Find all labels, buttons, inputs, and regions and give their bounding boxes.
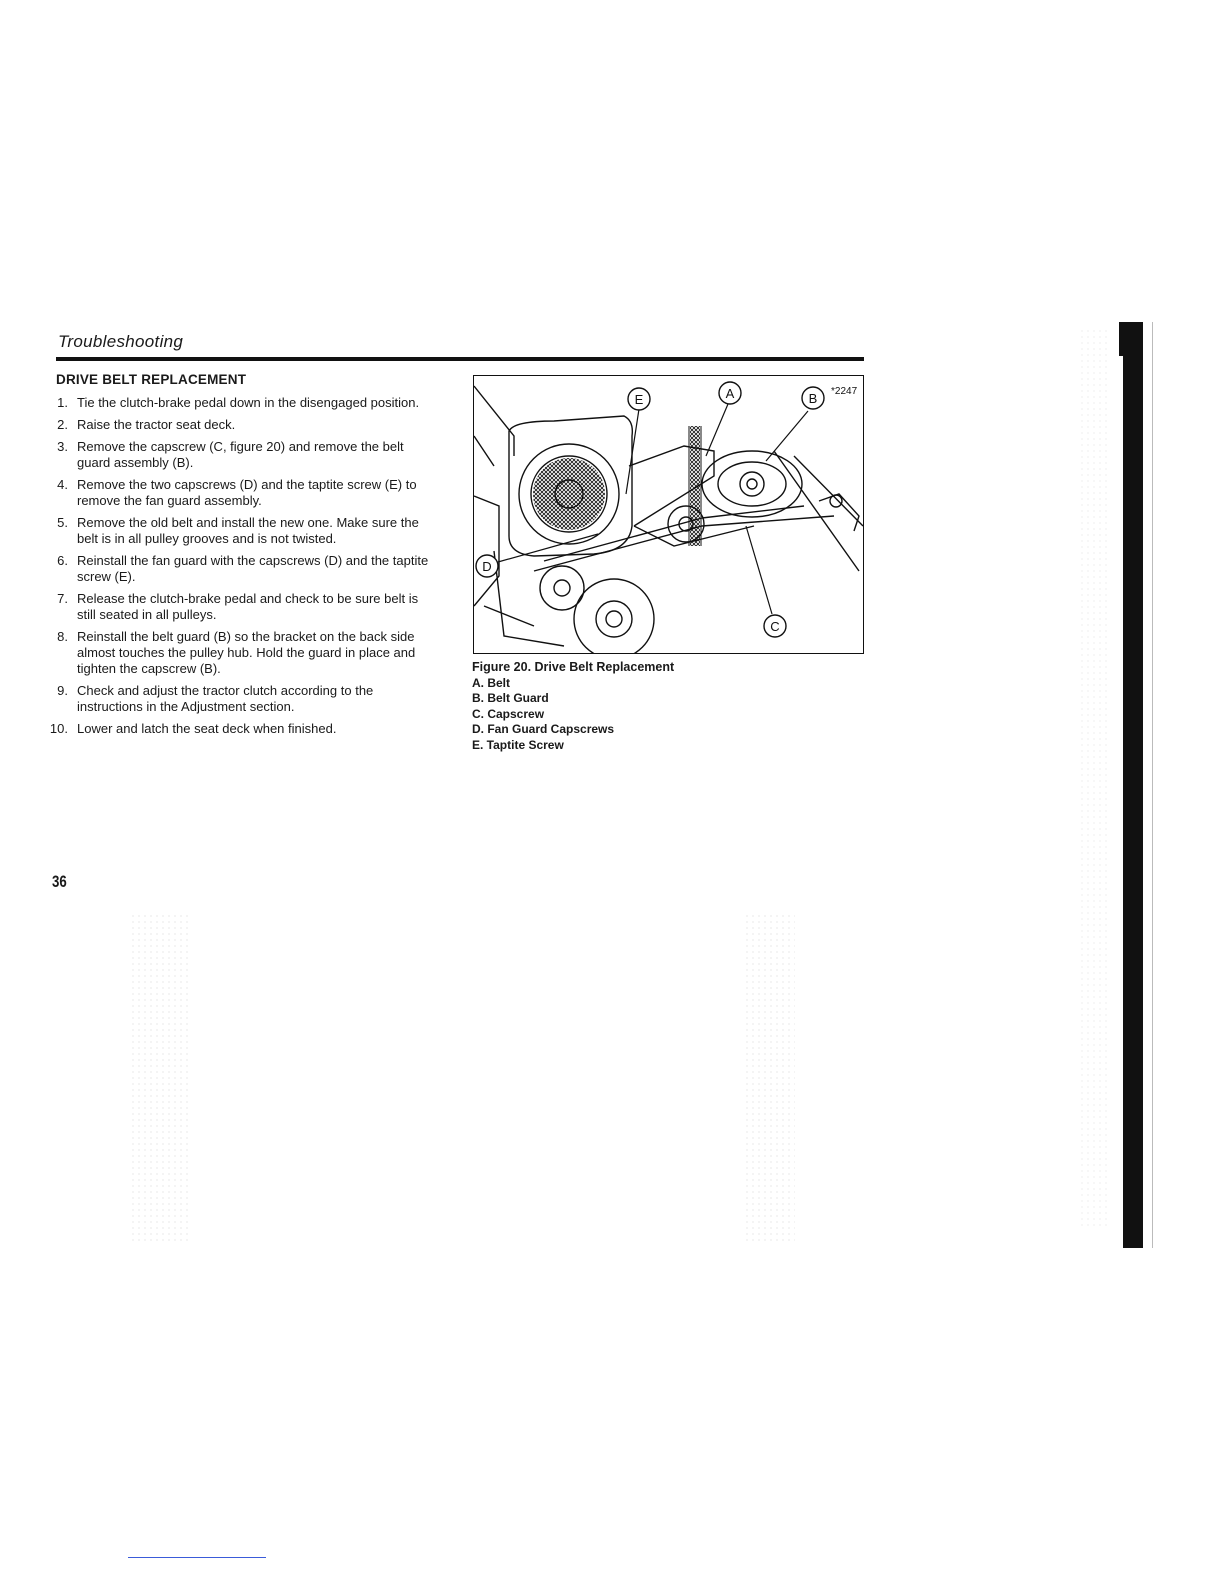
page-number: 36 <box>52 872 67 891</box>
svg-text:E: E <box>634 392 644 407</box>
svg-text:D: D <box>482 559 492 574</box>
step-item <box>48 439 436 471</box>
step-text: Lower and latch the seat deck when finished. <box>77 721 337 736</box>
figure-id-code: *2247 <box>831 386 858 397</box>
step-number: 9. <box>57 683 68 698</box>
spring-coil <box>690 426 700 546</box>
step-number: 7. <box>57 591 68 606</box>
callout-d <box>476 555 498 577</box>
step-item <box>48 553 436 585</box>
callout-e <box>628 388 650 410</box>
step-number: 10. <box>49 721 68 736</box>
procedure-heading: DRIVE BELT REPLACEMENT <box>56 372 247 387</box>
step-text: Raise the tractor seat deck. <box>77 417 236 432</box>
step-number: 3. <box>57 439 68 454</box>
figure-caption <box>472 660 674 753</box>
drive-belt-diagram <box>474 376 863 653</box>
step-item <box>48 417 436 433</box>
step-number: 5. <box>57 515 68 530</box>
machinery-drawing <box>474 386 863 653</box>
step-text: Remove the capscrew (C, figure 20) and remove the belt guard assembly (B). <box>77 439 404 470</box>
procedure-steps <box>48 395 436 743</box>
scan-speckle <box>120 915 200 1245</box>
header-rule <box>56 357 864 361</box>
step-item <box>48 721 436 737</box>
step-number: 6. <box>57 553 68 568</box>
step-text: Tie the clutch-brake pedal down in the disengaged position. <box>77 395 420 410</box>
step-text: Check and adjust the tractor clutch according to the instructions in the Adjustment section. <box>77 683 374 714</box>
callout-c <box>764 615 786 637</box>
scan-speckle <box>1075 330 1115 1230</box>
scan-speckle <box>740 915 800 1245</box>
step-item <box>48 477 436 509</box>
step-text: Release the clutch-brake pedal and check to be sure belt is still seated in all pulleys. <box>77 591 419 622</box>
figure-drive-belt-illustration <box>473 375 864 654</box>
step-number: 8. <box>57 629 68 644</box>
legend-item: E. Taptite Screw <box>472 737 564 752</box>
fan-grille <box>533 458 605 530</box>
step-item <box>48 395 436 411</box>
step-text: Remove the old belt and install the new one. Make sure the belt is in all pulley grooves and is not twisted. <box>77 515 419 546</box>
bottom-rule <box>128 1557 266 1558</box>
caption-title: Figure 20. Drive Belt Replacement <box>472 660 675 674</box>
section-title: Troubleshooting <box>58 332 184 351</box>
legend-item: B. Belt Guard <box>472 691 549 705</box>
step-item <box>48 515 436 547</box>
binding-edge-bar <box>1123 322 1143 1248</box>
step-text: Remove the two capscrews (D) and the taptite screw (E) to remove the fan guard assembly. <box>77 477 417 508</box>
binding-edge-line <box>1152 322 1153 1248</box>
legend-item: D. Fan Guard Capscrews <box>472 722 615 736</box>
legend-item: A. Belt <box>472 675 511 690</box>
step-number: 1. <box>57 395 68 410</box>
step-number: 2. <box>57 417 68 432</box>
step-text: Reinstall the belt guard (B) so the bracket on the back side almost touches the pulley hub. Hold the guard in place and tighten the capscrew (B). <box>77 629 416 676</box>
step-text: Reinstall the fan guard with the capscrews (D) and the taptite screw (E). <box>77 553 429 584</box>
step-item <box>48 683 436 715</box>
step-number: 4. <box>57 477 68 492</box>
svg-text:A: A <box>725 386 735 401</box>
step-item <box>48 591 436 623</box>
callout-b <box>802 387 824 409</box>
step-item <box>48 629 436 677</box>
binding-edge-notch <box>1119 322 1127 356</box>
legend-item: C. Capscrew <box>472 706 545 721</box>
svg-text:C: C <box>770 619 780 634</box>
callout-a <box>719 382 741 404</box>
svg-text:B: B <box>808 391 818 406</box>
